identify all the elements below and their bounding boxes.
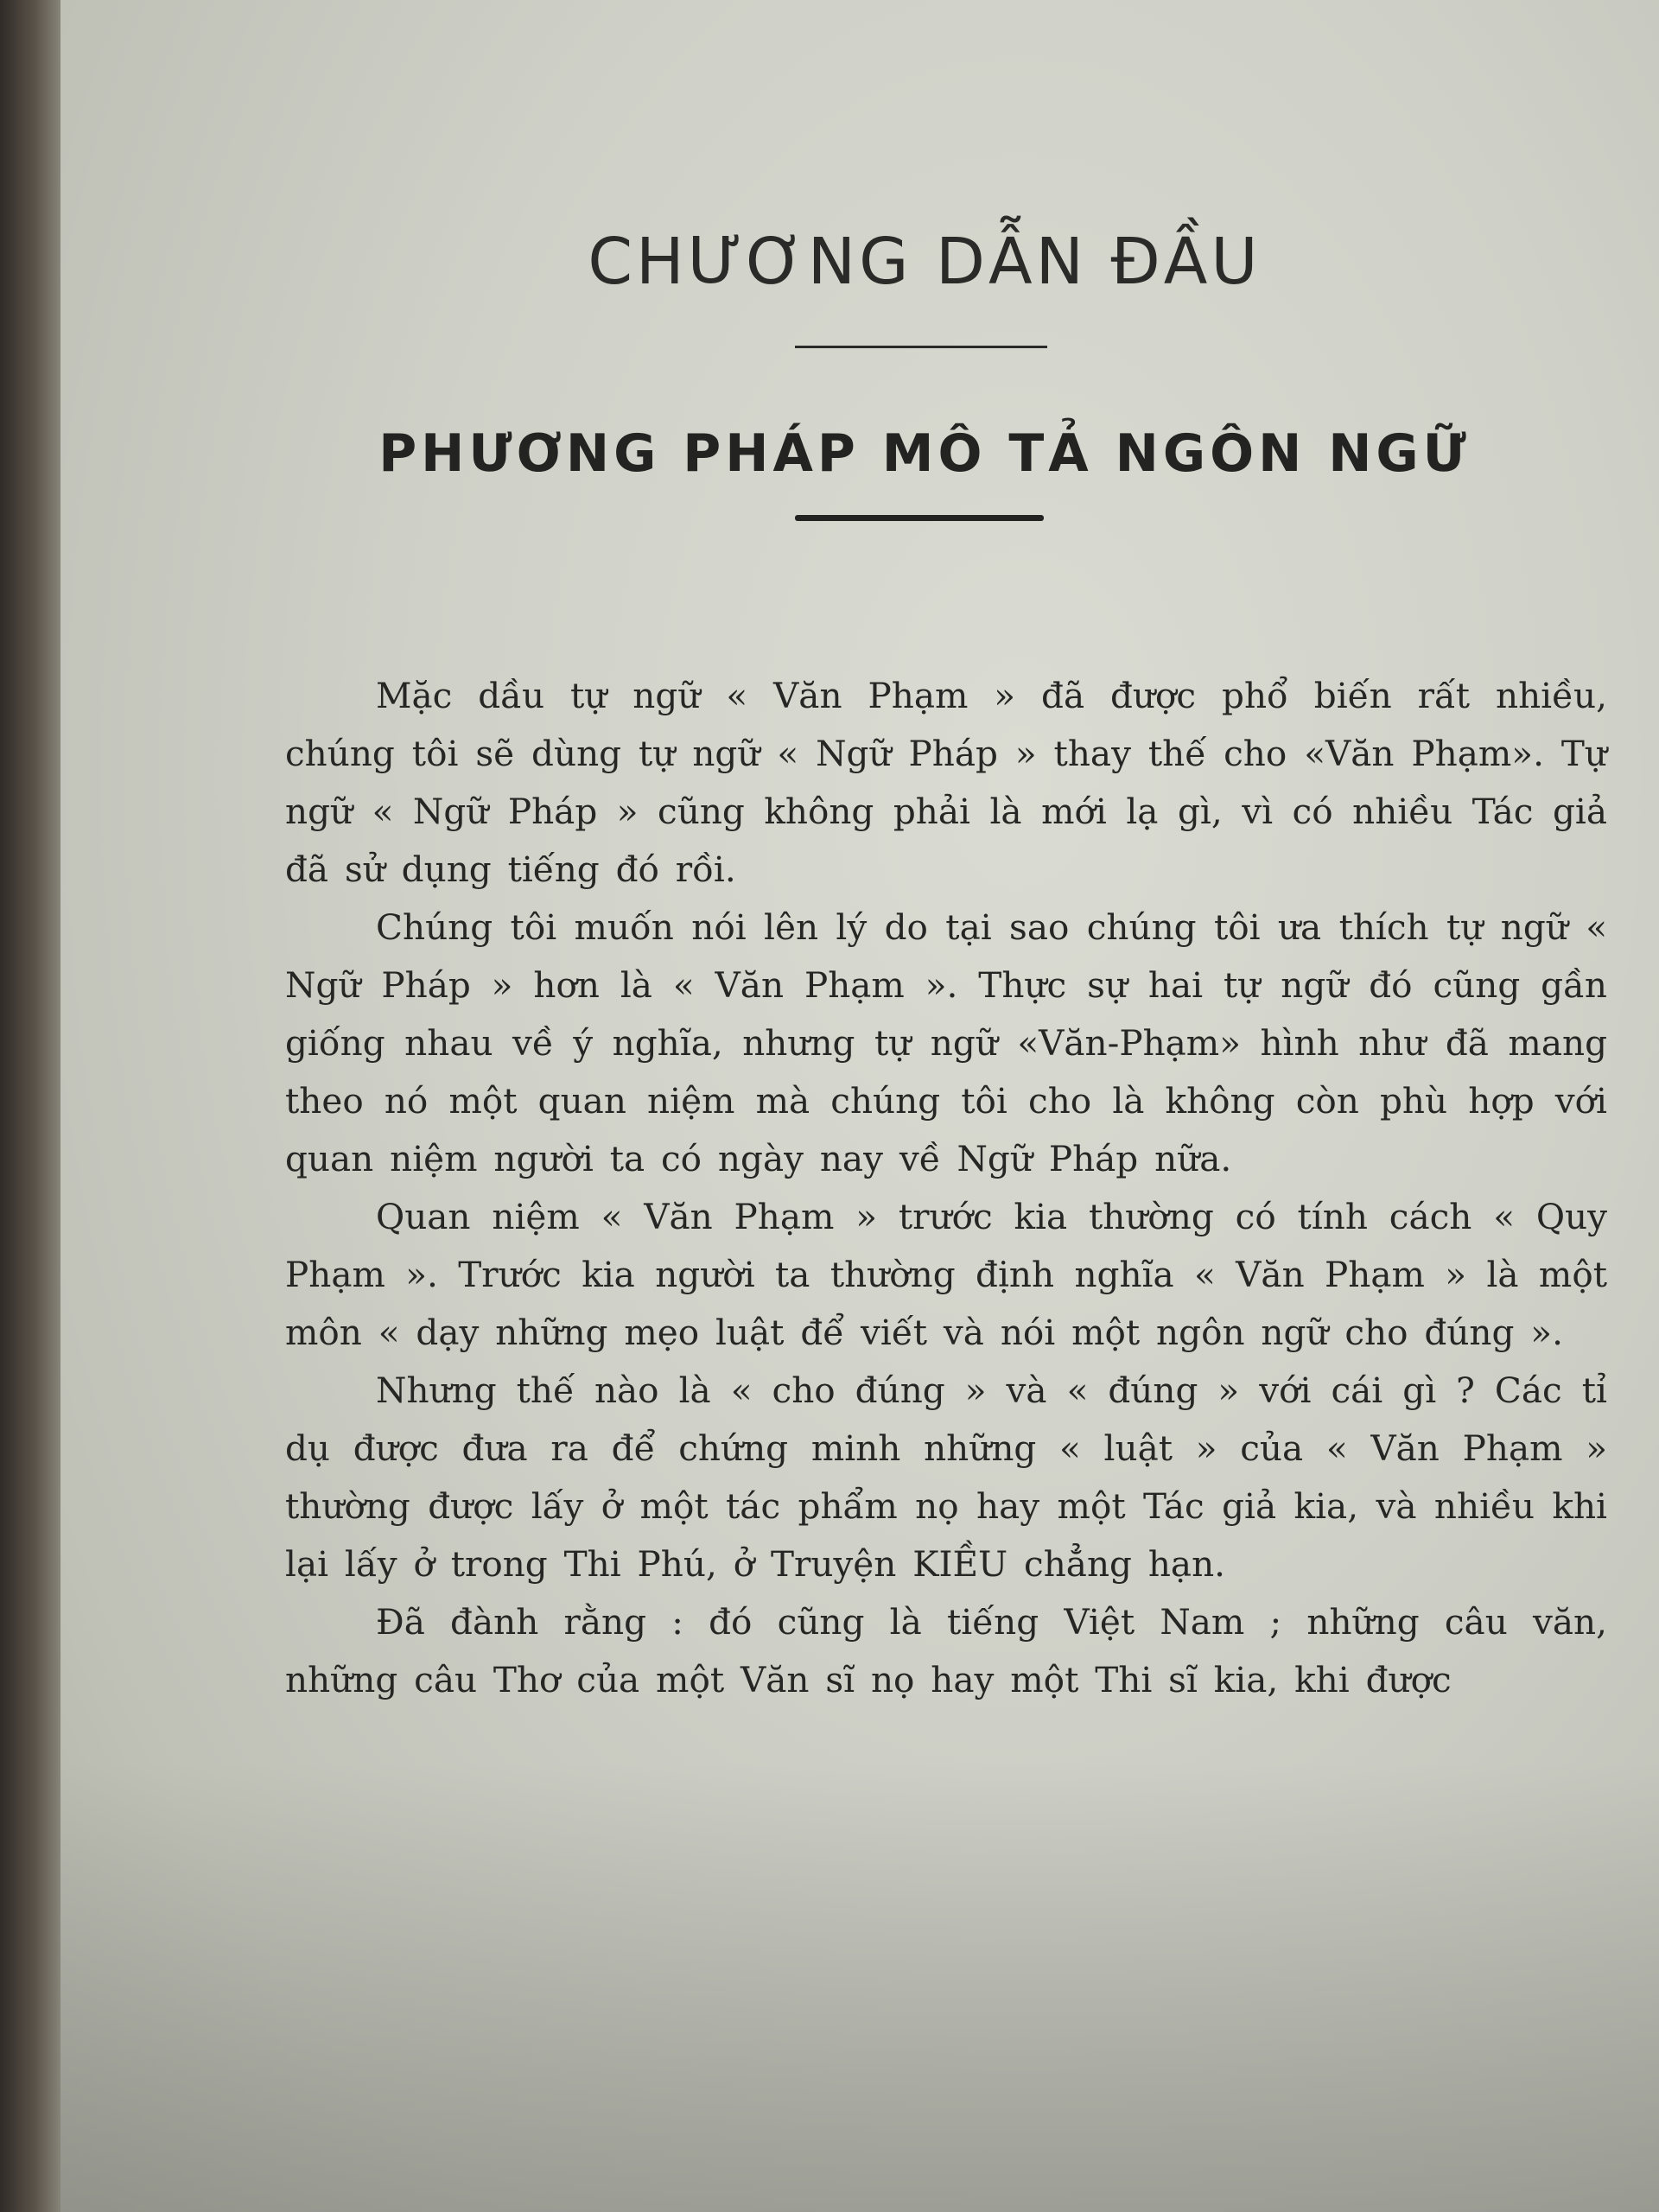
paragraph-3: Quan niệm « Văn Phạm » trước kia thường có tính cách « Quy Phạm ». Trước kia người ta thường định nghĩa « Văn Phạm » là một môn « dạy những mẹo luật để viết và nói một ngôn ngữ cho đúng ». [285, 1196, 1607, 1353]
title-divider [795, 346, 1047, 348]
body-text [285, 667, 1607, 1709]
paragraph-1: Mặc dầu tự ngữ « Văn Phạm » đã được phổ biến rất nhiều, chúng tôi sẽ dùng tự ngữ « Ngữ Pháp » thay thế cho «Văn Phạm». Tự ngữ « Ngữ Pháp » cũng không phải là mới lạ gì, vì có nhiều Tác giả đã sử dụng tiếng đó rồi. [285, 675, 1607, 890]
section-title: PHƯƠNG PHÁP MÔ TẢ NGÔN NGỮ [378, 423, 1471, 484]
paragraph-4: Nhưng thế nào là « cho đúng » và « đúng » với cái gì ? Các tỉ dụ được đưa ra để chứng minh những « luật » của « Văn Phạm » thường được lấy ở một tác phẩm nọ hay một Tác giả kia, và nhiều khi lại lấy ở trong Thi Phú, ở Truyện KIỀU chẳng hạn. [285, 1370, 1607, 1585]
paragraph-5: Đã đành rằng : đó cũng là tiếng Việt Nam ; những câu văn, những câu Thơ của một Văn sĩ nọ hay một Thi sĩ kia, khi được [285, 1601, 1607, 1700]
paragraph-2: Chúng tôi muốn nói lên lý do tại sao chúng tôi ưa thích tự ngữ « Ngữ Pháp » hơn là « Văn Phạm ». Thực sự hai tự ngữ đó cũng gần giống nhau về ý nghĩa, nhưng tự ngữ «Văn-Phạm» hình như đã mang theo nó một quan niệm mà chúng tôi cho là không còn phù hợp với quan niệm người ta có ngày nay về Ngữ Pháp nữa. [285, 906, 1607, 1179]
page-shadow [60, 1763, 1659, 2212]
section-divider [795, 515, 1044, 521]
book-page [60, 0, 1659, 2212]
chapter-title: CHƯƠNG DẪN ĐẦU [588, 225, 1262, 299]
